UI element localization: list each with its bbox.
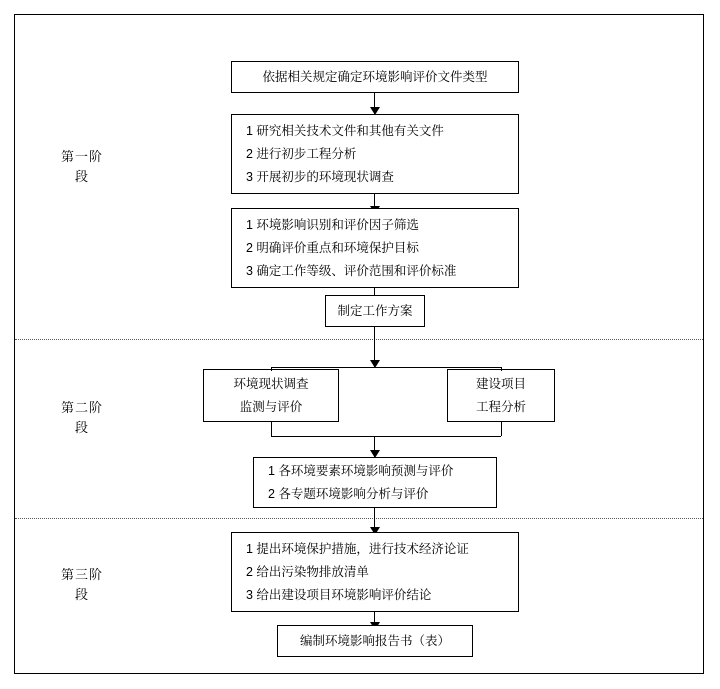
stage-divider-1 [15, 339, 703, 340]
node-identify-factors-line-1: 1 环境影响识别和评价因子筛选 [246, 217, 419, 232]
connector-stage2-bottom [271, 436, 501, 437]
node-measures-line-1: 1 提出环境保护措施，进行技术经济论证 [246, 541, 469, 556]
stage-divider-2 [15, 518, 703, 519]
node-identify-factors-line-2: 2 明确评价重点和环境保护目标 [246, 240, 419, 255]
node-report-line-1: 编制环境影响报告书（表） [299, 633, 450, 648]
stage-3-line2: 段 [74, 587, 89, 602]
node-doc-type [231, 61, 519, 93]
node-identify-factors [231, 208, 519, 288]
node-status-survey-line-2: 监测与评价 [239, 399, 303, 414]
node-impact-prediction-line-1: 1 各环境要素环境影响预测与评价 [268, 463, 454, 478]
connector-stage2-top [271, 367, 501, 368]
node-status-survey-line-1: 环境现状调查 [233, 376, 309, 391]
node-project-analysis-line-2: 工程分析 [475, 399, 526, 414]
stage-label-3 [42, 565, 122, 605]
node-measures-line-3: 3 给出建设项目环境影响评价结论 [246, 587, 432, 602]
stage-2-line2: 段 [74, 420, 89, 435]
node-doc-type-line-1: 依据相关规定确定环境影响评价文件类型 [262, 69, 488, 84]
stage-label-1 [42, 147, 122, 187]
node-prelim-study-line-1: 1 研究相关技术文件和其他有关文件 [246, 123, 444, 138]
connector-analysis-stub [501, 367, 502, 371]
arrow-doc-to-prelim [374, 93, 375, 114]
stage-3-line1: 第三阶 [60, 567, 103, 582]
node-impact-prediction-line-2: 2 各专题环境影响分析与评价 [268, 486, 429, 501]
node-measures [231, 532, 519, 612]
node-work-plan-line-1: 制定工作方案 [337, 303, 413, 318]
arrow-to-prediction [374, 436, 375, 457]
connector-survey-down [271, 422, 272, 436]
node-status-survey [203, 369, 339, 422]
node-work-plan [325, 295, 425, 327]
node-impact-prediction [253, 457, 497, 508]
node-measures-line-2: 2 给出污染物排放清单 [246, 564, 369, 579]
stage-2-line1: 第二阶 [60, 400, 103, 415]
node-project-analysis-line-1: 建设项目 [475, 376, 526, 391]
node-identify-factors-line-3: 3 确定工作等级、评价范围和评价标准 [246, 263, 457, 278]
node-project-analysis [447, 369, 555, 422]
stage-label-2 [42, 398, 122, 438]
node-report [277, 625, 473, 657]
stage-1-line2: 段 [74, 169, 89, 184]
arrow-plan-to-survey [374, 327, 375, 367]
connector-survey-stub [271, 367, 272, 371]
node-prelim-study-line-3: 3 开展初步的环境现状调查 [246, 169, 394, 184]
node-prelim-study [231, 114, 519, 194]
arrow-prediction-to-measures [374, 508, 375, 534]
connector-analysis-down [501, 422, 502, 436]
stage-1-line1: 第一阶 [60, 149, 103, 164]
node-prelim-study-line-2: 2 进行初步工程分析 [246, 146, 357, 161]
